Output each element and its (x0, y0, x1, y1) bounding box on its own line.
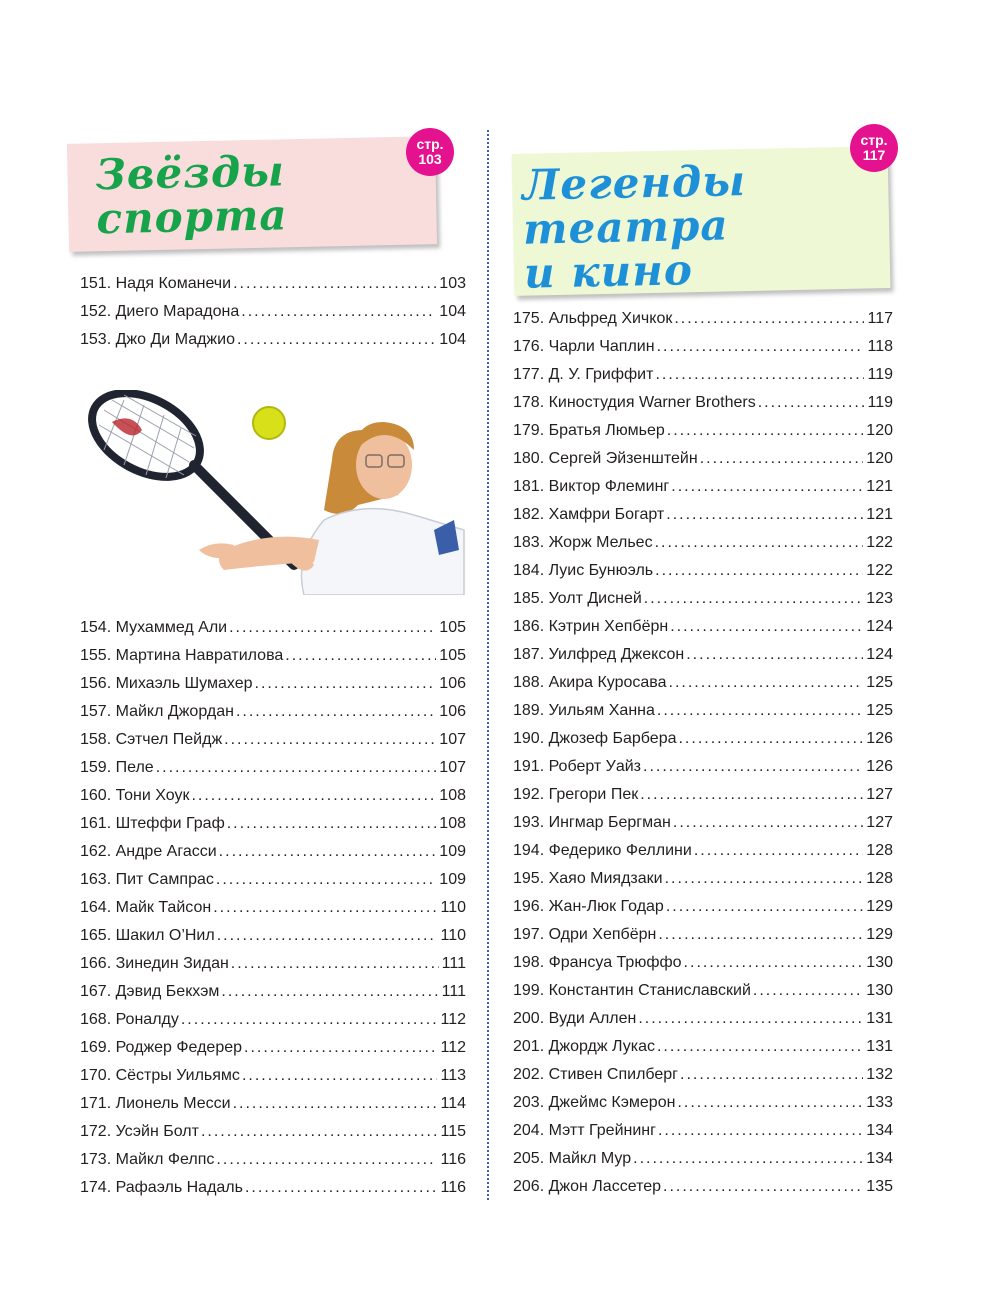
toc-entry-page: 107 (439, 731, 466, 748)
toc-list-sports-bottom (80, 614, 466, 1202)
toc-entry (513, 949, 893, 977)
toc-entry (513, 529, 893, 557)
toc-entry-title: 162. Андре Агасси (80, 843, 217, 860)
toc-entry (80, 950, 466, 978)
dot-leader (657, 697, 863, 725)
toc-entry (513, 725, 893, 753)
toc-entry (80, 1090, 466, 1118)
toc-entry (80, 866, 466, 894)
toc-entry-page: 121 (866, 478, 893, 495)
dot-leader (658, 921, 863, 949)
toc-entry (513, 557, 893, 585)
page-badge-sports (406, 128, 454, 176)
toc-entry-page: 122 (866, 562, 893, 579)
toc-entry-page: 107 (439, 759, 466, 776)
dot-leader (667, 417, 864, 445)
toc-entry (513, 1145, 893, 1173)
dot-leader (216, 866, 436, 894)
toc-entry (513, 585, 893, 613)
dot-leader (633, 1145, 863, 1173)
section-title-box-theatre (512, 146, 891, 296)
dot-leader (640, 781, 863, 809)
dot-leader (231, 950, 439, 978)
toc-entry-title: 158. Сэтчел Пейдж (80, 731, 223, 748)
toc-list-sports-top (80, 270, 466, 354)
toc-entry (80, 1146, 466, 1174)
dot-leader (684, 949, 864, 977)
dot-leader (245, 1174, 438, 1202)
toc-entry (513, 753, 893, 781)
dot-leader (758, 389, 865, 417)
toc-entry (513, 921, 893, 949)
toc-entry-title: 161. Штеффи Граф (80, 815, 225, 832)
dot-leader (221, 978, 438, 1006)
section-title-box-sports (67, 136, 437, 252)
toc-entry-page: 116 (440, 1179, 466, 1196)
toc-entry-title: 178. Киностудия Warner Brothers (513, 394, 756, 411)
badge-page: 103 (418, 151, 442, 167)
toc-entry-page: 111 (441, 983, 466, 1000)
toc-entry (513, 473, 893, 501)
toc-entry-page: 134 (866, 1122, 893, 1139)
toc-entry-page: 124 (866, 646, 893, 663)
toc-entry (80, 782, 466, 810)
toc-entry-page: 129 (866, 898, 893, 915)
toc-entry-page: 103 (439, 275, 466, 292)
toc-entry-page: 112 (440, 1039, 466, 1056)
toc-entry-page: 114 (440, 1095, 466, 1112)
dot-leader (191, 782, 436, 810)
tennis-player-illustration (84, 390, 474, 595)
toc-entry-title: 184. Луис Бунюэль (513, 562, 654, 579)
dot-leader (285, 642, 436, 670)
toc-entry (80, 642, 466, 670)
toc-entry-title: 151. Надя Команечи (80, 275, 232, 292)
toc-entry (513, 1117, 893, 1145)
toc-entry-title: 181. Виктор Флеминг (513, 478, 670, 495)
toc-entry-page: 125 (866, 702, 893, 719)
dot-leader (242, 1062, 438, 1090)
dot-leader (680, 1061, 863, 1089)
toc-entry-title: 198. Франсуа Трюффо (513, 954, 682, 971)
toc-entry (513, 1005, 893, 1033)
toc-entry-title: 153. Джо Ди Маджио (80, 331, 235, 348)
toc-entry-page: 119 (867, 366, 893, 383)
dot-leader (219, 838, 437, 866)
dot-leader (673, 809, 863, 837)
toc-entry-title: 199. Константин Станиславский (513, 982, 751, 999)
section-title-theatre: Легенды театра и кино (521, 156, 747, 298)
dot-leader (201, 1118, 438, 1146)
toc-entry-title: 206. Джон Лассетер (513, 1178, 662, 1195)
toc-entry-title: 152. Диего Марадона (80, 303, 240, 320)
toc-entry-page: 127 (866, 786, 893, 803)
toc-entry-page: 124 (866, 618, 893, 635)
toc-entry-page: 118 (867, 338, 893, 355)
toc-entry-page: 131 (866, 1038, 893, 1055)
toc-entry (513, 977, 893, 1005)
toc-entry-title: 174. Рафаэль Надаль (80, 1179, 243, 1196)
toc-entry (513, 613, 893, 641)
toc-entry-page: 130 (866, 954, 893, 971)
column-divider (487, 130, 489, 1200)
dot-leader (670, 613, 863, 641)
dot-leader (663, 1173, 863, 1201)
toc-entry-title: 159. Пеле (80, 759, 154, 776)
dot-leader (644, 585, 864, 613)
toc-entry (513, 305, 893, 333)
toc-entry-title: 163. Пит Сампрас (80, 871, 214, 888)
dot-leader (665, 865, 864, 893)
dot-leader (244, 1034, 437, 1062)
toc-entry (80, 698, 466, 726)
section-title-sports: Звёзды спорта (95, 146, 289, 244)
toc-entry (80, 838, 466, 866)
toc-entry-page: 126 (866, 758, 893, 775)
dot-leader (657, 333, 865, 361)
toc-entry-title: 195. Хаяо Миядзаки (513, 870, 663, 887)
toc-entry (513, 333, 893, 361)
toc-entry-page: 122 (866, 534, 893, 551)
toc-entry-page: 104 (439, 303, 466, 320)
toc-entry (80, 1174, 466, 1202)
dot-leader (655, 529, 864, 557)
toc-entry-title: 196. Жан-Люк Годар (513, 898, 664, 915)
toc-entry-page: 106 (439, 703, 466, 720)
badge-page: 117 (862, 147, 886, 163)
dot-leader (181, 1006, 438, 1034)
toc-entry-title: 202. Стивен Спилберг (513, 1066, 679, 1083)
toc-entry-title: 197. Одри Хепбёрн (513, 926, 657, 943)
toc-entry (80, 810, 466, 838)
toc-entry-title: 205. Майкл Мур (513, 1150, 632, 1167)
toc-entry-title: 165. Шакил О’Нил (80, 927, 215, 944)
toc-entry-title: 166. Зинедин Зидан (80, 955, 229, 972)
toc-entry-page: 112 (440, 1011, 466, 1028)
toc-entry-title: 186. Кэтрин Хепбёрн (513, 618, 669, 635)
toc-entry-title: 155. Мартина Навратилова (80, 647, 284, 664)
dot-leader (237, 326, 436, 354)
page-badge-theatre (850, 124, 898, 172)
toc-entry (80, 1118, 466, 1146)
toc-entry (513, 389, 893, 417)
toc-entry-page: 130 (866, 982, 893, 999)
toc-entry (80, 298, 466, 326)
toc-entry-page: 110 (440, 927, 466, 944)
dot-leader (655, 361, 864, 389)
toc-entry-title: 154. Мухаммед Али (80, 619, 228, 636)
dot-leader (671, 473, 863, 501)
toc-entry (513, 361, 893, 389)
toc-entry (513, 809, 893, 837)
toc-entry-page: 108 (439, 815, 466, 832)
toc-entry (80, 754, 466, 782)
toc-entry-page: 133 (866, 1094, 893, 1111)
toc-entry-title: 157. Майкл Джордан (80, 703, 234, 720)
dot-leader (643, 753, 863, 781)
toc-entry-page: 116 (440, 1151, 466, 1168)
dot-leader (216, 1146, 437, 1174)
toc-entry-title: 170. Сёстры Уильямс (80, 1067, 240, 1084)
toc-entry-title: 189. Уильям Ханна (513, 702, 655, 719)
toc-entry (513, 837, 893, 865)
toc-entry (80, 978, 466, 1006)
dot-leader (700, 445, 864, 473)
dot-leader (694, 837, 863, 865)
toc-entry-page: 121 (866, 506, 893, 523)
toc-entry-title: 167. Дэвид Бекхэм (80, 983, 220, 1000)
toc-entry-page: 104 (439, 331, 466, 348)
dot-leader (753, 977, 863, 1005)
dot-leader (224, 726, 436, 754)
dot-leader (241, 298, 436, 326)
toc-entry-page: 108 (439, 787, 466, 804)
toc-entry-title: 183. Жорж Мельес (513, 534, 653, 551)
toc-entry-page: 109 (439, 871, 466, 888)
toc-entry (513, 865, 893, 893)
toc-entry (80, 1062, 466, 1090)
toc-entry-page: 125 (866, 674, 893, 691)
toc-entry (513, 697, 893, 725)
toc-entry-page: 129 (866, 926, 893, 943)
toc-entry-page: 110 (440, 899, 466, 916)
toc-entry-page: 105 (439, 647, 466, 664)
toc-entry-page: 128 (866, 870, 893, 887)
dot-leader (233, 1090, 438, 1118)
toc-entry (80, 1034, 466, 1062)
toc-entry-page: 113 (440, 1067, 466, 1084)
toc-entry (80, 1006, 466, 1034)
dot-leader (666, 893, 863, 921)
toc-entry (513, 781, 893, 809)
dot-leader (655, 557, 863, 585)
dot-leader (657, 1033, 863, 1061)
toc-entry-page: 119 (867, 394, 893, 411)
dot-leader (227, 810, 437, 838)
toc-entry-page: 120 (866, 422, 893, 439)
toc-entry-title: 187. Уилфред Джексон (513, 646, 685, 663)
toc-entry (513, 669, 893, 697)
toc-entry-title: 191. Роберт Уайз (513, 758, 641, 775)
toc-entry-page: 128 (866, 842, 893, 859)
dot-leader (686, 641, 863, 669)
toc-entry-title: 182. Хамфри Богарт (513, 506, 665, 523)
toc-entry-page: 123 (866, 590, 893, 607)
toc-entry (513, 893, 893, 921)
toc-entry (513, 1089, 893, 1117)
dot-leader (213, 894, 437, 922)
dot-leader (669, 669, 864, 697)
dot-leader (236, 698, 436, 726)
toc-entry-page: 120 (866, 450, 893, 467)
toc-entry-title: 180. Сергей Эйзенштейн (513, 450, 698, 467)
toc-entry-page: 106 (439, 675, 466, 692)
toc-entry-title: 190. Джозеф Барбера (513, 730, 677, 747)
toc-entry-page: 132 (866, 1066, 893, 1083)
dot-leader (677, 1089, 863, 1117)
toc-entry-title: 160. Тони Хоук (80, 787, 190, 804)
toc-entry-title: 188. Акира Куросава (513, 674, 667, 691)
toc-entry (513, 445, 893, 473)
tennis-ball-icon (253, 407, 285, 439)
dot-leader (217, 922, 438, 950)
toc-entry-title: 204. Мэтт Грейнинг (513, 1122, 656, 1139)
toc-list-theatre (513, 305, 893, 1201)
toc-entry-page: 117 (867, 310, 893, 327)
toc-entry-page: 105 (439, 619, 466, 636)
dot-leader (678, 725, 863, 753)
dot-leader (156, 754, 437, 782)
toc-entry-title: 175. Альфред Хичкок (513, 310, 673, 327)
dot-leader (255, 670, 437, 698)
toc-entry-title: 168. Роналду (80, 1011, 179, 1028)
badge-prefix: стр. (860, 132, 888, 148)
toc-entry-title: 164. Майк Тайсон (80, 899, 212, 916)
toc-entry (80, 670, 466, 698)
toc-entry (513, 1173, 893, 1201)
toc-entry (513, 1033, 893, 1061)
toc-entry-page: 126 (866, 730, 893, 747)
toc-entry (80, 922, 466, 950)
toc-entry-title: 169. Роджер Федерер (80, 1039, 243, 1056)
toc-entry-title: 194. Федерико Феллини (513, 842, 692, 859)
toc-entry (80, 270, 466, 298)
toc-entry-page: 131 (866, 1010, 893, 1027)
toc-entry-title: 203. Джеймс Кэмерон (513, 1094, 676, 1111)
toc-entry (513, 1061, 893, 1089)
dot-leader (674, 305, 864, 333)
toc-entry (80, 326, 466, 354)
toc-entry-page: 134 (866, 1150, 893, 1167)
toc-entry (80, 894, 466, 922)
dot-leader (666, 501, 863, 529)
toc-entry-title: 200. Вуди Аллен (513, 1010, 637, 1027)
toc-entry-title: 185. Уолт Дисней (513, 590, 642, 607)
toc-entry-page: 135 (866, 1178, 893, 1195)
toc-entry (80, 614, 466, 642)
toc-entry-title: 179. Братья Люмьер (513, 422, 665, 439)
toc-entry-page: 127 (866, 814, 893, 831)
toc-entry (513, 417, 893, 445)
toc-entry-title: 192. Грегори Пек (513, 786, 639, 803)
dot-leader (658, 1117, 863, 1145)
toc-entry-page: 115 (440, 1123, 466, 1140)
toc-entry-page: 111 (441, 955, 466, 972)
toc-entry-title: 177. Д. У. Гриффит (513, 366, 654, 383)
toc-entry-page: 109 (439, 843, 466, 860)
toc-entry-title: 201. Джордж Лукас (513, 1038, 655, 1055)
toc-entry (513, 501, 893, 529)
toc-entry (80, 726, 466, 754)
badge-prefix: стр. (416, 136, 444, 152)
toc-entry-title: 173. Майкл Фелпс (80, 1151, 215, 1168)
toc-entry-title: 193. Ингмар Бергман (513, 814, 671, 831)
toc-entry-title: 171. Лионель Месси (80, 1095, 231, 1112)
dot-leader (229, 614, 436, 642)
dot-leader (233, 270, 436, 298)
dot-leader (638, 1005, 863, 1033)
toc-entry-title: 176. Чарли Чаплин (513, 338, 655, 355)
toc-entry-title: 172. Усэйн Болт (80, 1123, 199, 1140)
toc-entry (513, 641, 893, 669)
toc-entry-title: 156. Михаэль Шумахер (80, 675, 253, 692)
